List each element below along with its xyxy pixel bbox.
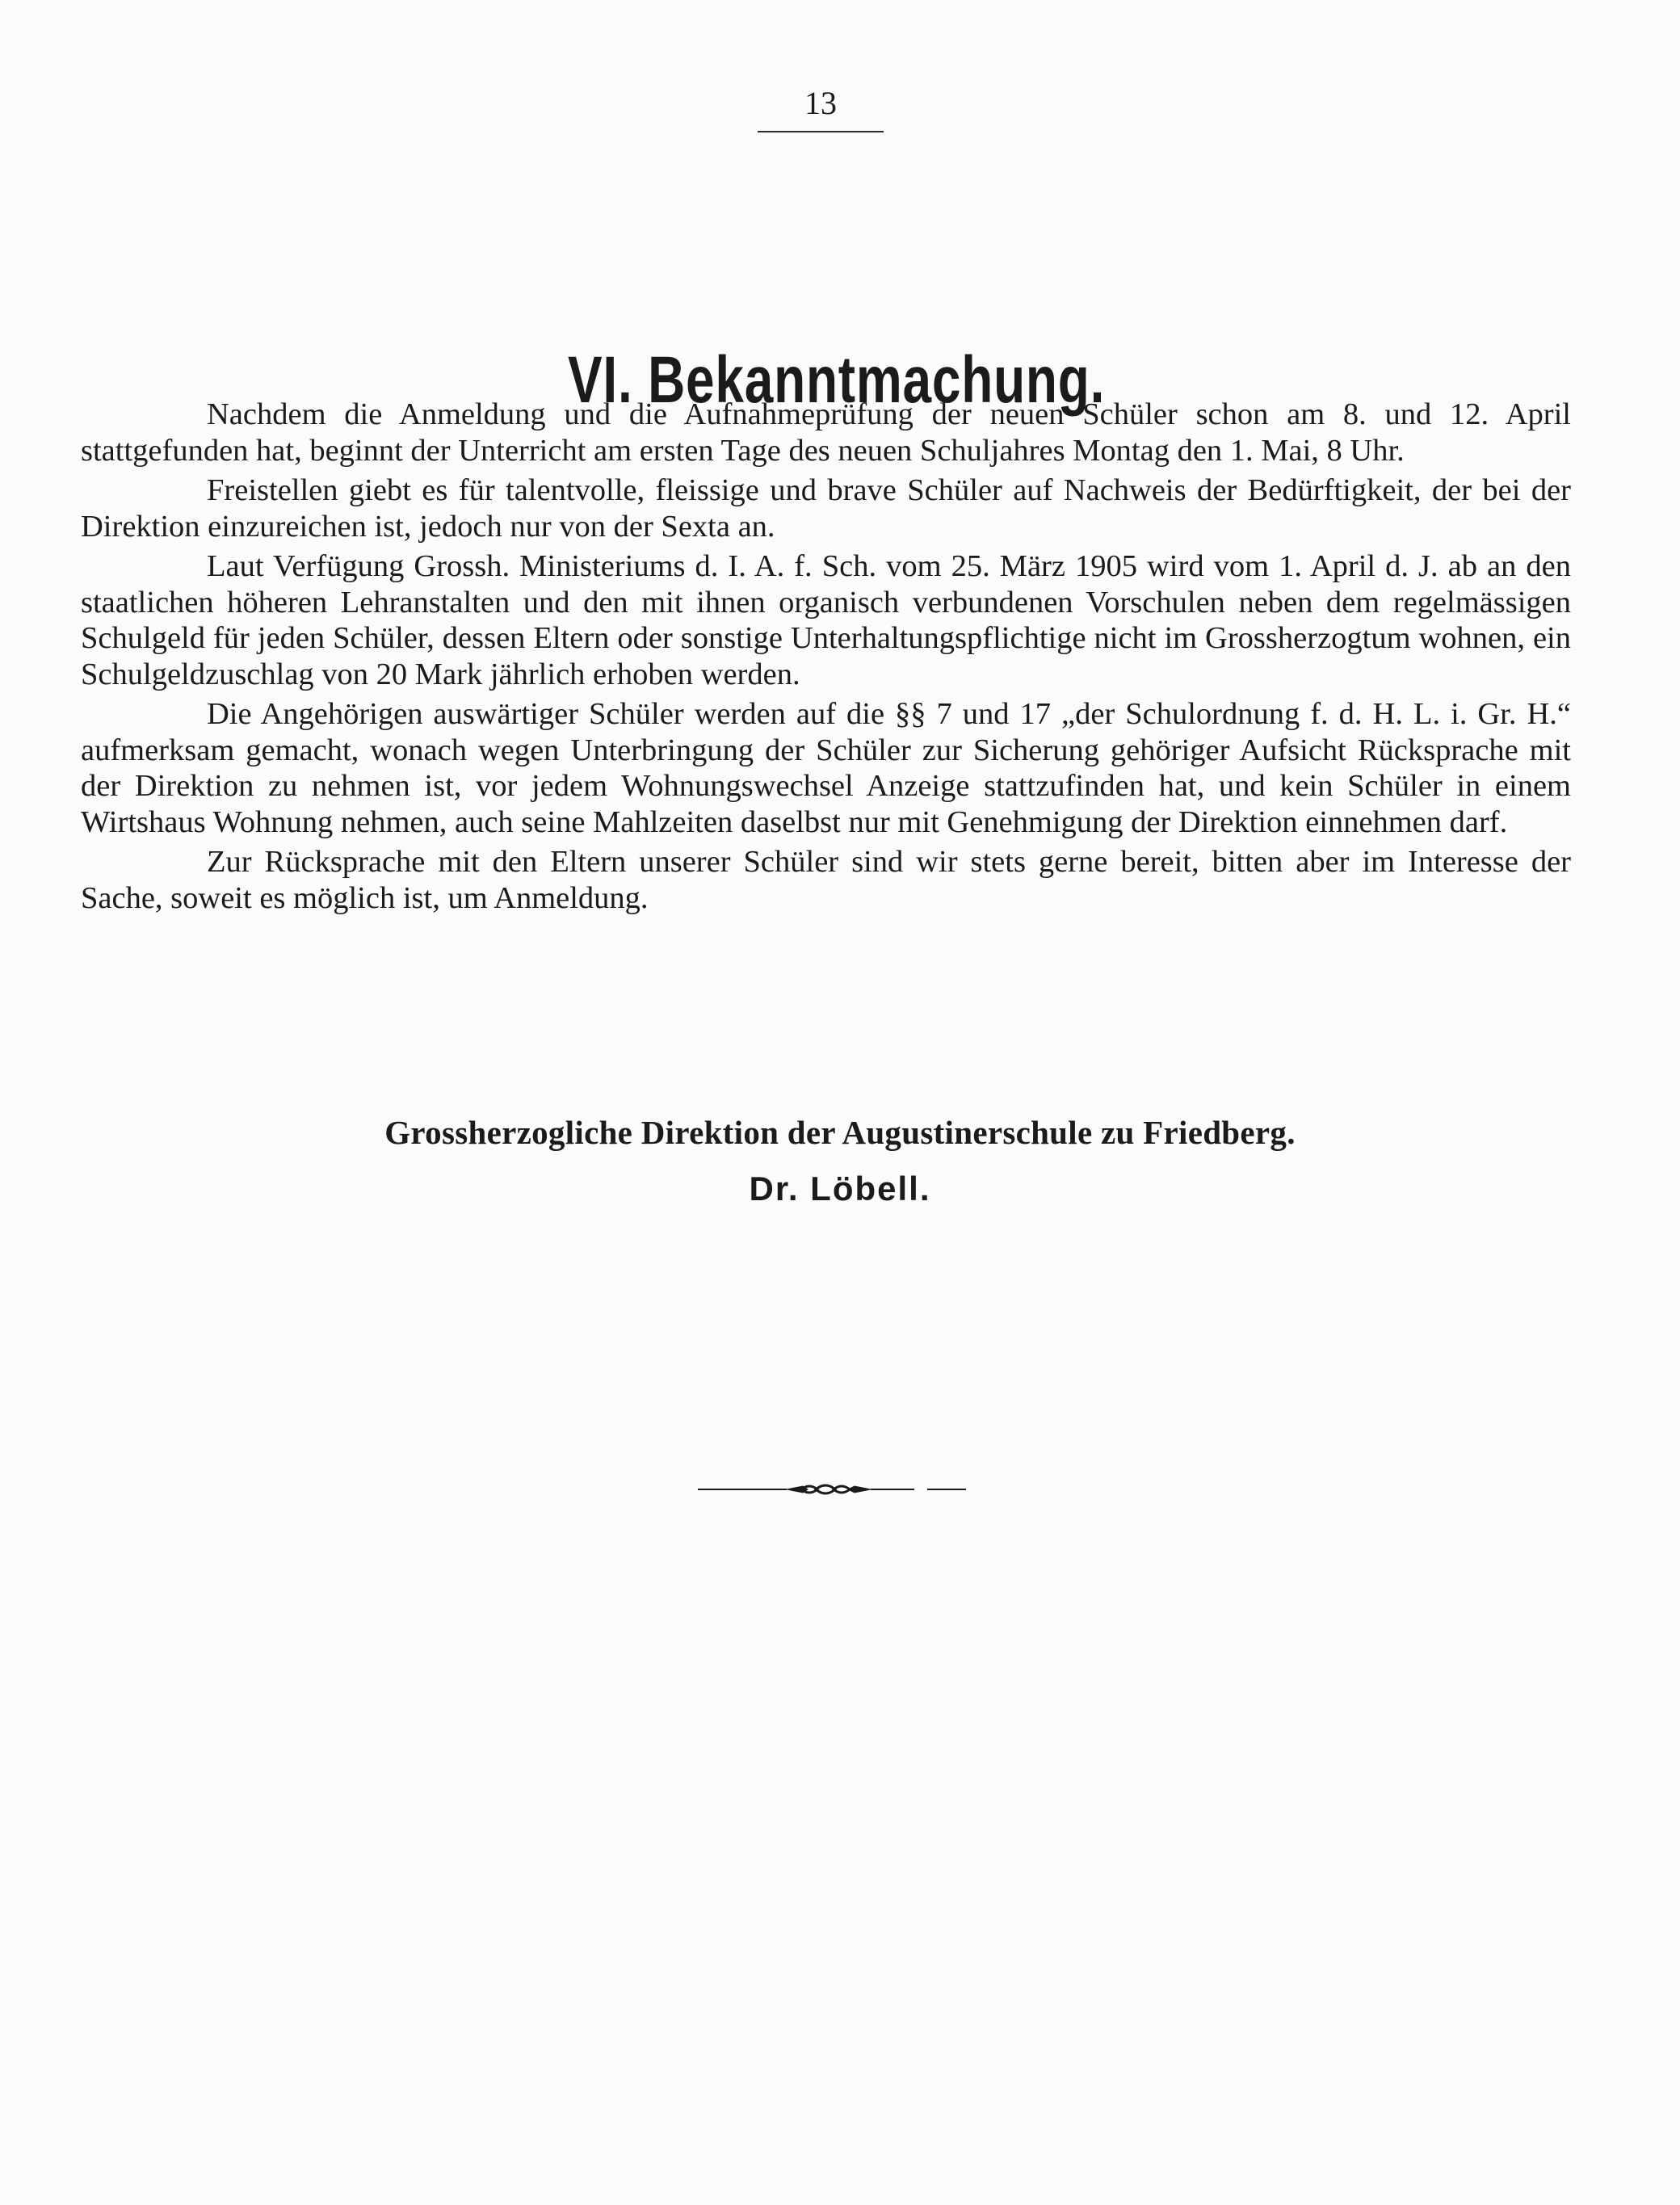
paragraph-external-students: Die Angehörigen auswärtiger Schüler werden auf die §§ 7 und 17 „der Schulordnung f. d. H. L. i. Gr. H.“ aufmerksam gemacht, wonach wegen Unterbringung der Schüler zur Sicherung gehöriger Aufsicht Rücksprache mit der Direktion zu nehmen ist, vor jedem Wohnungswechsel Anzeige stattzufinden hat, und kein Schüler in einem Wirtshaus Wohnung nehmen, auch seine Mahlzeiten daselbst nur mit Genehmigung der Direktion einnehmen darf. — [81, 697, 1571, 839]
page-number: 13 — [804, 85, 837, 121]
announcement-body — [81, 397, 1571, 916]
paragraph-enrollment: Nachdem die Anmeldung und die Aufnahmeprüfung der neuen Schüler schon am 8. und 12. April stattgefunden hat, beginnt der Unterricht am ersten Tage des neuen Schuljahres Montag den 1. Mai, 8 Uhr. — [81, 397, 1571, 468]
paragraph-fee-surcharge: Laut Verfügung Grossh. Ministeriums d. I. A. f. Sch. vom 25. März 1905 wird vom 1. April d. J. ab an den staatlichen höheren Lehranstalten und den mit ihnen organisch verbundenen Vorschulen neben dem regelmässigen Schulgeld für jeden Schüler, dessen Eltern oder sonstige Unterhaltungspflichtige nicht im Grossherzogtum wohnen, ein Schulgeldzuschlag von 20 Mark jährlich erhoben werden. — [81, 549, 1571, 691]
paragraph-free-places: Freistellen giebt es für talentvolle, fleissige und brave Schüler auf Nachweis der Bedürftigkeit, der bei der Direktion einzureichen ist, jedoch nur von der Sexta an. — [81, 473, 1571, 544]
signature-name: Dr. Löbell. — [749, 1170, 931, 1208]
page-number-rule — [758, 131, 884, 132]
signature-organization: Grossherzogliche Direktion der Augustinerschule zu Friedberg. — [384, 1114, 1296, 1151]
section-heading: VI. Bekanntmachung. — [567, 342, 1106, 417]
paragraph-consultation: Zur Rücksprache mit den Eltern unserer Schüler sind wir stets gerne bereit, bitten aber im Interesse der Sache, soweit es möglich ist, um Anmeldung. — [81, 845, 1571, 915]
decorative-divider-icon — [698, 1478, 972, 1501]
